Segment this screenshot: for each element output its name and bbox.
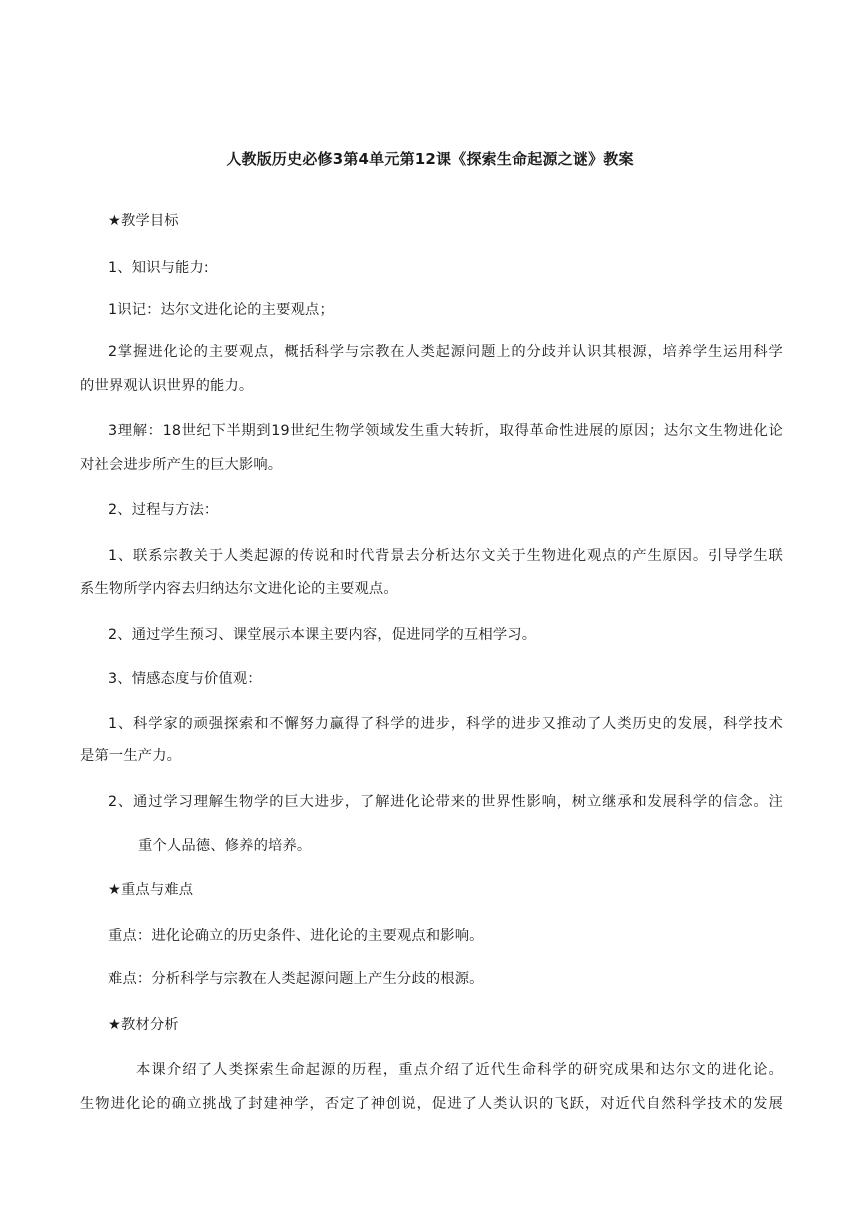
heading-textbook-analysis: ★教材分析 [108, 1017, 179, 1033]
paragraph-line: 的世界观认识世界的能力。 [80, 378, 254, 394]
heading-teaching-goals: ★教学目标 [108, 213, 179, 229]
paragraph-line: 是第一生产力。 [80, 748, 182, 764]
paragraph-line: 对社会进步所产生的巨大影响。 [80, 457, 283, 473]
key-point-line: 重点：进化论确立的历史条件、进化论的主要观点和影响。 [108, 928, 484, 944]
subheading-knowledge-ability: 1、知识与能力: [108, 260, 209, 276]
paragraph-line: 本课介绍了人类探索生命起源的历程，重点介绍了近代生命科学的研究成果和达尔文的进化论。 [136, 1062, 783, 1078]
paragraph-line: 1识记：达尔文进化论的主要观点； [108, 302, 334, 318]
paragraph-line: 2掌握进化论的主要观点，概括科学与宗教在人类起源问题上的分歧并认识其根源，培养学生运用科学 [108, 344, 783, 360]
paragraph-line: 生物进化论的确立挑战了封建神学，否定了神创说，促进了人类认识的飞跃，对近代自然科学技术的发展 [80, 1096, 783, 1112]
paragraph-line: 系生物所学内容去归纳达尔文进化论的主要观点。 [80, 581, 398, 597]
heading-key-difficult-points: ★重点与难点 [108, 882, 194, 898]
paragraph-line: 1、联系宗教关于人类起源的传说和时代背景去分析达尔文关于生物进化观点的产生原因。引导学生联 [108, 548, 783, 564]
difficult-point-line: 难点：分析科学与宗教在人类起源问题上产生分歧的根源。 [108, 971, 484, 987]
paragraph-line: 2、通过学习理解生物学的巨大进步，了解进化论带来的世界性影响，树立继承和发展科学的信念。注 [108, 794, 783, 810]
paragraph-line: 重个人品德、修养的培养。 [138, 838, 312, 854]
subheading-attitude-values: 3、情感态度与价值观： [108, 671, 262, 687]
paragraph-line: 1、科学家的顽强探索和不懈努力赢得了科学的进步，科学的进步又推动了人类历史的发展，科学技术 [108, 716, 783, 732]
document-title: 人教版历史必修3第4单元第12课《探索生命起源之谜》教案 [226, 150, 634, 168]
paragraph-line: 3理解：18世纪下半期到19世纪生物学领域发生重大转折，取得革命性进展的原因；达尔文生物进化论 [108, 423, 783, 439]
paragraph-line: 2、通过学生预习、课堂展示本课主要内容，促进同学的互相学习。 [108, 627, 537, 643]
subheading-process-method: 2、过程与方法： [108, 502, 219, 518]
